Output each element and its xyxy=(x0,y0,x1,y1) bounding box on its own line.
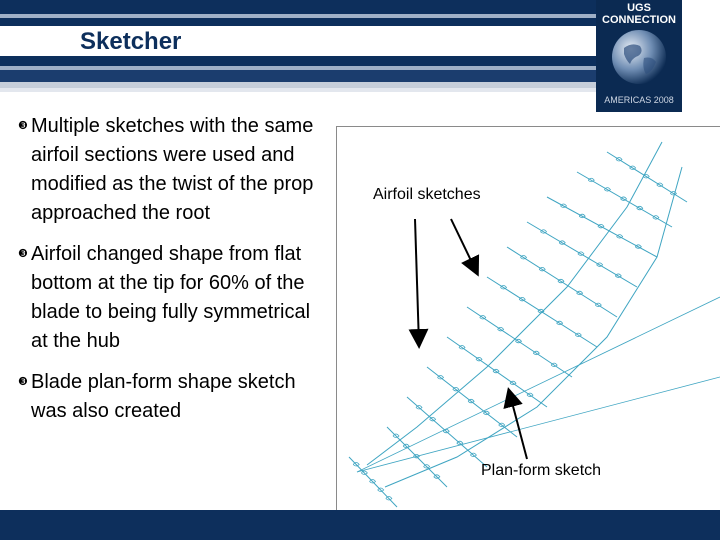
bullet-text: Multiple sketches with the same airfoil sections were used and modified as the twist of the prop approached the root xyxy=(31,115,314,224)
blade-sketch-figure xyxy=(336,126,720,511)
plan-form-sketch-label: Plan-form sketch xyxy=(481,462,602,479)
chord-station-line xyxy=(467,307,572,377)
header-stripe xyxy=(0,70,600,82)
header-stripe xyxy=(0,88,600,92)
ugs-connection-logo xyxy=(596,0,682,112)
chord-station-line xyxy=(527,222,637,287)
bullet-item xyxy=(18,368,328,426)
chord-station-line xyxy=(447,337,547,407)
trailing-edge-line xyxy=(385,167,682,487)
bullet-text: Blade plan-form shape sketch was also created xyxy=(31,371,296,422)
circled-digit-bullet-icon: ❸ xyxy=(18,376,28,388)
header-stripe xyxy=(0,18,600,26)
footer-band xyxy=(0,510,720,540)
airfoil-arrow xyxy=(451,219,477,273)
airfoil-arrow xyxy=(415,219,419,345)
header-stripe xyxy=(0,56,600,66)
logo-line-1: UGS xyxy=(627,2,651,14)
circled-digit-bullet-icon: ❸ xyxy=(18,120,28,132)
bullet-item xyxy=(18,240,328,356)
chord-station-line xyxy=(507,247,617,317)
slide-title: Sketcher xyxy=(80,28,182,55)
logo-line-2: CONNECTION xyxy=(602,14,676,26)
airfoil-sketches-label: Airfoil sketches xyxy=(373,186,481,203)
planform-outline xyxy=(357,377,720,472)
globe-icon xyxy=(610,28,668,86)
bullet-text: Airfoil changed shape from flat bottom at the tip for 60% of the blade to being fully symmetrical at the hub xyxy=(31,243,311,352)
header-stripe xyxy=(0,0,600,14)
airfoil-sketch-drawing xyxy=(337,127,720,511)
planform-arrow xyxy=(509,391,527,459)
bullet-item xyxy=(18,112,328,228)
planform-outline xyxy=(357,297,720,472)
chord-station-line xyxy=(487,277,597,347)
logo-text xyxy=(596,2,682,26)
circled-digit-bullet-icon: ❸ xyxy=(18,248,28,260)
chord-station-line xyxy=(547,197,657,257)
logo-line-3: AMERICAS 2008 xyxy=(604,95,674,105)
bullet-list xyxy=(18,112,328,438)
